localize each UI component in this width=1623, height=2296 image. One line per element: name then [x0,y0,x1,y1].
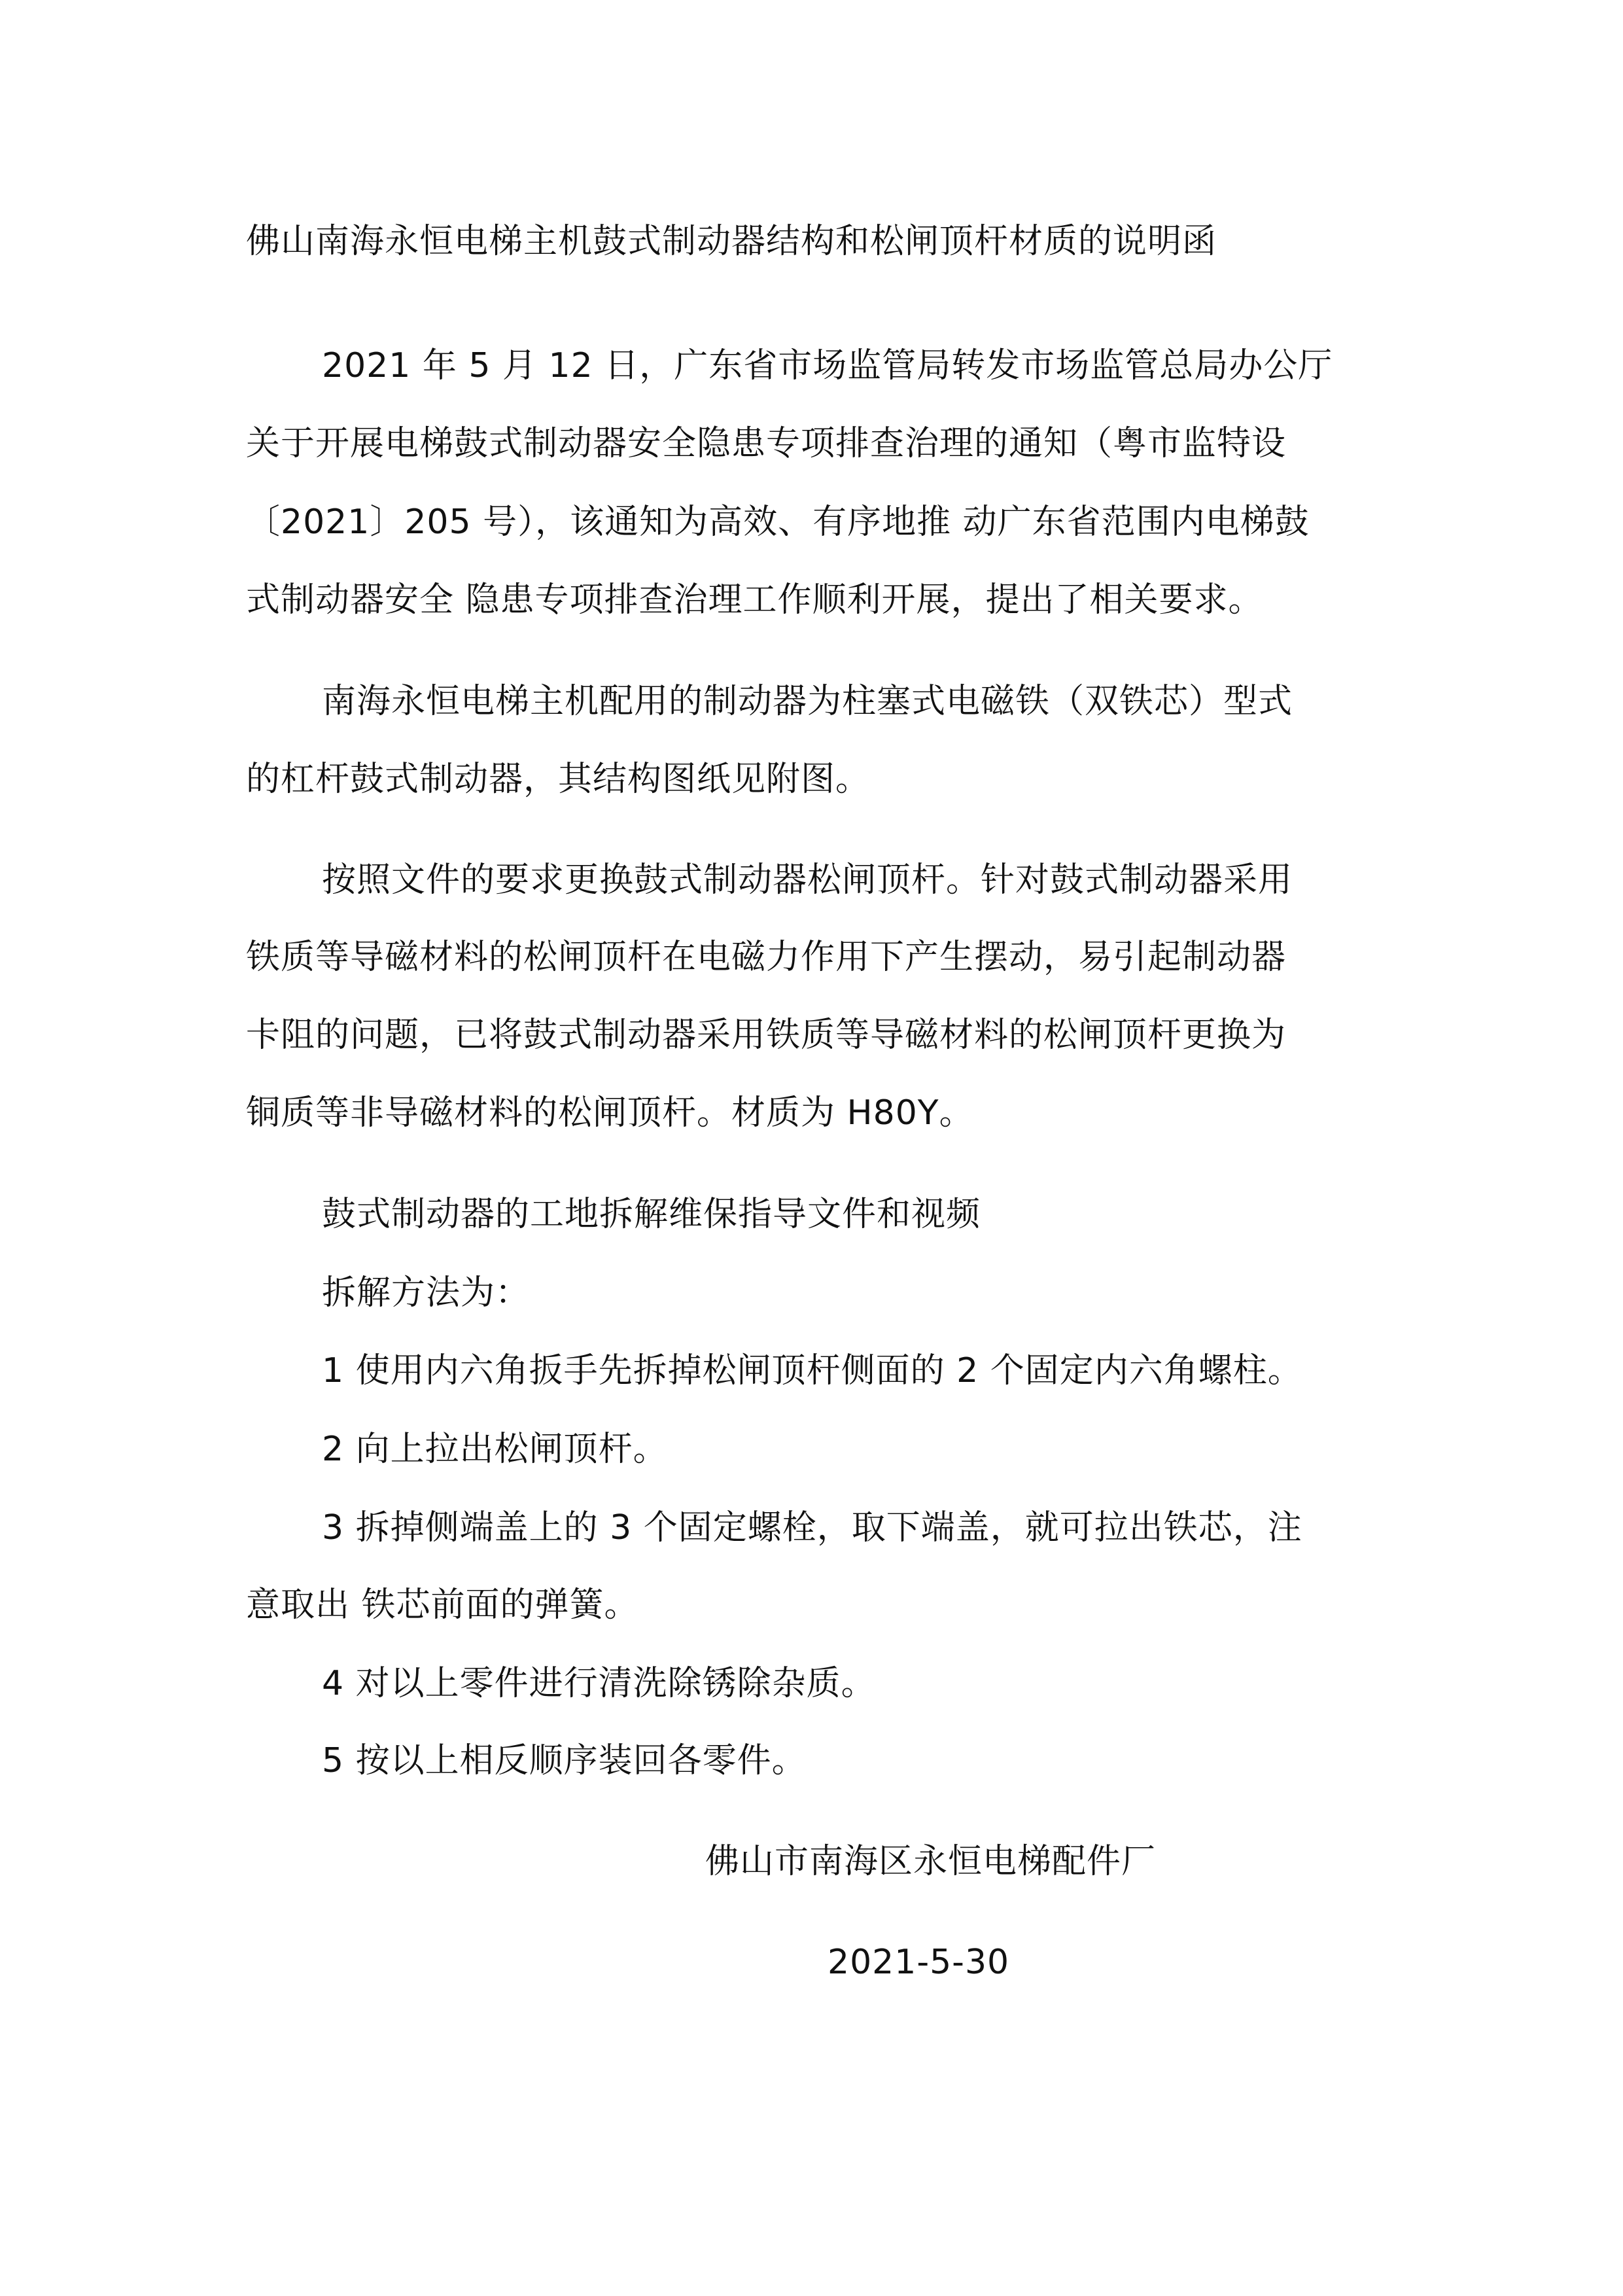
step-item: 2 向上拉出松闸顶杆。 [322,1430,668,1469]
paragraph-line: 铜质等非导磁材料的松闸顶杆。材质为 H80Y。 [246,1093,974,1133]
paragraph-line: 铁质等导磁材料的松闸顶杆在电磁力作用下产生摆动，易引起制动器 [246,938,1287,977]
paragraph-line: 2021 年 5 月 12 日，广东省市场监管局转发市场监管总局办公厅 [322,346,1333,385]
paragraph-line: 的杠杆鼓式制动器，其结构图纸见附图。 [246,760,871,799]
step-item: 3 拆掉侧端盖上的 3 个固定螺栓，取下端盖，就可拉出铁芯，注 [322,1508,1302,1547]
paragraph-line: 式制动器安全 隐患专项排查治理工作顺利开展，提出了相关要求。 [246,580,1263,620]
paragraph-line: 按照文件的要求更换鼓式制动器松闸顶杆。针对鼓式制动器采用 [322,860,1293,900]
document-title: 佛山南海永恒电梯主机鼓式制动器结构和松闸顶杆材质的说明函 [246,222,1217,261]
step-item: 1 使用内六角扳手先拆掉松闸顶杆侧面的 2 个固定内六角螺柱。 [322,1351,1302,1390]
paragraph-line: 南海永恒电梯主机配用的制动器为柱塞式电磁铁（双铁芯）型式 [322,682,1293,721]
step-item-continuation: 意取出 铁芯前面的弹簧。 [246,1585,639,1625]
paragraph-line: 关于开展电梯鼓式制动器安全隐患专项排查治理的通知（粤市监特设 [246,424,1287,463]
document-date: 2021-5-30 [828,1943,1010,1982]
paragraph-line: 〔2021〕205 号），该通知为高效、有序地推 动广东省范围内电梯鼓 [246,503,1310,542]
step-item: 5 按以上相反顺序装回各零件。 [322,1741,807,1780]
signature: 佛山市南海区永恒电梯配件厂 [705,1842,1157,1881]
guide-heading: 鼓式制动器的工地拆解维保指导文件和视频 [322,1195,981,1234]
method-heading: 拆解方法为： [322,1273,531,1313]
step-item: 4 对以上零件进行清洗除锈除杂质。 [322,1664,876,1703]
paragraph-line: 卡阻的问题，已将鼓式制动器采用铁质等导磁材料的松闸顶杆更换为 [246,1016,1287,1055]
